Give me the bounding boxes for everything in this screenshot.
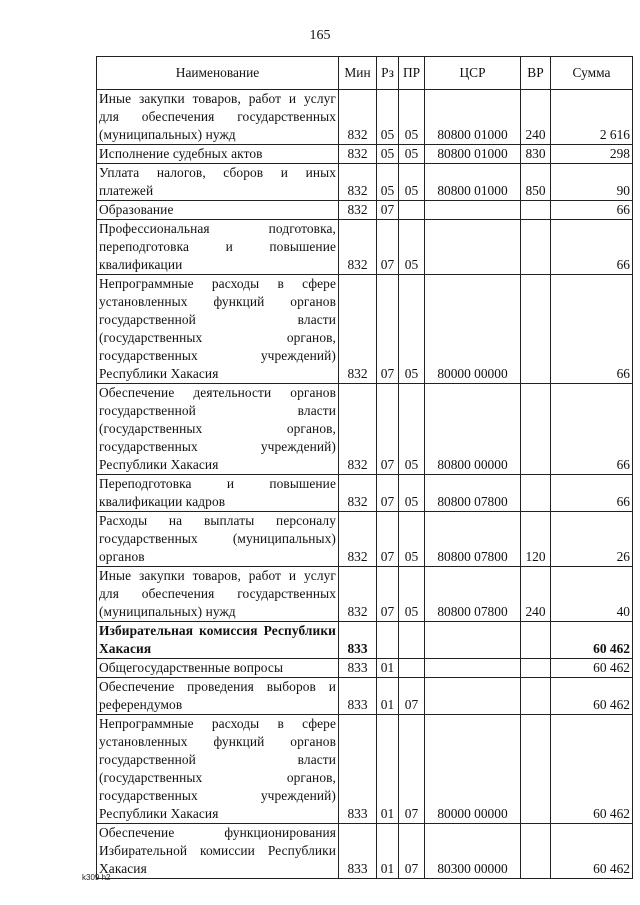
cell-min: 833	[339, 622, 377, 659]
cell-csr	[425, 659, 521, 678]
cell-sum: 66	[551, 475, 633, 512]
cell-vr: 240	[521, 90, 551, 145]
cell-pr: 05	[399, 275, 425, 384]
cell-rz: 07	[377, 512, 399, 567]
cell-vr	[521, 622, 551, 659]
cell-pr: 05	[399, 220, 425, 275]
cell-csr	[425, 678, 521, 715]
cell-sum: 66	[551, 201, 633, 220]
cell-vr	[521, 220, 551, 275]
cell-pr: 07	[399, 678, 425, 715]
cell-name: Иные закупки товаров, работ и услуг для обеспечения государственных (муниципальных) нужд	[97, 567, 339, 622]
cell-csr: 80800 01000	[425, 164, 521, 201]
cell-csr: 80800 07800	[425, 475, 521, 512]
table-row	[97, 220, 633, 275]
cell-csr: 80800 07800	[425, 512, 521, 567]
table-row	[97, 824, 633, 879]
cell-rz: 07	[377, 567, 399, 622]
header-vr: ВР	[521, 57, 551, 90]
header-sum: Сумма	[551, 57, 633, 90]
cell-sum: 26	[551, 512, 633, 567]
cell-rz: 01	[377, 715, 399, 824]
cell-name: Избирательная комиссия Республики Хакасия	[97, 622, 339, 659]
cell-sum: 66	[551, 220, 633, 275]
cell-csr: 80800 00000	[425, 384, 521, 475]
cell-rz: 07	[377, 275, 399, 384]
cell-vr: 120	[521, 512, 551, 567]
cell-csr: 80800 07800	[425, 567, 521, 622]
cell-csr: 80300 00000	[425, 824, 521, 879]
cell-pr	[399, 201, 425, 220]
cell-min: 832	[339, 475, 377, 512]
cell-pr: 05	[399, 90, 425, 145]
cell-csr	[425, 220, 521, 275]
cell-pr: 05	[399, 512, 425, 567]
header-pr: ПР	[399, 57, 425, 90]
budget-table	[96, 56, 633, 879]
cell-pr: 05	[399, 567, 425, 622]
cell-sum: 40	[551, 567, 633, 622]
cell-pr: 05	[399, 145, 425, 164]
cell-min: 832	[339, 384, 377, 475]
cell-pr: 05	[399, 164, 425, 201]
cell-name: Обеспечение функционирования Избирательной комиссии Республики Хакасия	[97, 824, 339, 879]
budget-body	[97, 90, 633, 879]
table-row	[97, 715, 633, 824]
cell-vr	[521, 275, 551, 384]
cell-vr: 240	[521, 567, 551, 622]
cell-name: Непрограммные расходы в сфере установленных функций органов государственной власти (государственных органов, государственных учреждений) Республики Хакасия	[97, 275, 339, 384]
cell-pr: 05	[399, 384, 425, 475]
cell-vr	[521, 659, 551, 678]
cell-csr	[425, 622, 521, 659]
cell-rz: 05	[377, 90, 399, 145]
table-row	[97, 145, 633, 164]
cell-vr: 850	[521, 164, 551, 201]
table-row	[97, 475, 633, 512]
cell-pr	[399, 622, 425, 659]
footer-code: k309 h2	[82, 873, 111, 882]
table-row	[97, 384, 633, 475]
cell-name: Обеспечение деятельности органов государственной власти (государственных органов, государственных учреждений) Республики Хакасия	[97, 384, 339, 475]
cell-min: 832	[339, 567, 377, 622]
cell-csr: 80800 01000	[425, 90, 521, 145]
cell-min: 833	[339, 659, 377, 678]
cell-rz: 07	[377, 220, 399, 275]
cell-sum: 60 462	[551, 659, 633, 678]
cell-sum: 60 462	[551, 824, 633, 879]
cell-vr: 830	[521, 145, 551, 164]
cell-sum: 60 462	[551, 678, 633, 715]
table-row	[97, 678, 633, 715]
table-row	[97, 90, 633, 145]
header-name: Наименование	[97, 57, 339, 90]
cell-sum: 66	[551, 275, 633, 384]
cell-sum: 60 462	[551, 622, 633, 659]
cell-vr	[521, 384, 551, 475]
header-csr: ЦСР	[425, 57, 521, 90]
cell-sum: 298	[551, 145, 633, 164]
cell-rz: 07	[377, 201, 399, 220]
cell-vr	[521, 678, 551, 715]
table-row	[97, 659, 633, 678]
table-row	[97, 201, 633, 220]
cell-csr: 80800 01000	[425, 145, 521, 164]
cell-pr: 05	[399, 475, 425, 512]
cell-min: 833	[339, 715, 377, 824]
header-rz: Рз	[377, 57, 399, 90]
cell-name: Иные закупки товаров, работ и услуг для обеспечения государственных (муниципальных) нужд	[97, 90, 339, 145]
table-row	[97, 275, 633, 384]
cell-rz: 01	[377, 678, 399, 715]
cell-pr: 07	[399, 824, 425, 879]
cell-rz	[377, 622, 399, 659]
page-number: 165	[309, 28, 331, 43]
table-row	[97, 512, 633, 567]
cell-name: Общегосударственные вопросы	[97, 659, 339, 678]
table-row	[97, 567, 633, 622]
cell-min: 832	[339, 201, 377, 220]
cell-sum: 60 462	[551, 715, 633, 824]
cell-rz: 07	[377, 384, 399, 475]
cell-sum: 2 616	[551, 90, 633, 145]
cell-min: 832	[339, 90, 377, 145]
cell-vr	[521, 201, 551, 220]
cell-rz: 01	[377, 659, 399, 678]
cell-vr	[521, 715, 551, 824]
cell-name: Образование	[97, 201, 339, 220]
cell-csr: 80000 00000	[425, 275, 521, 384]
cell-name: Уплата налогов, сборов и иных платежей	[97, 164, 339, 201]
table-row	[97, 622, 633, 659]
header-row	[97, 57, 633, 90]
cell-min: 832	[339, 220, 377, 275]
cell-min: 833	[339, 678, 377, 715]
cell-name: Обеспечение проведения выборов и референдумов	[97, 678, 339, 715]
cell-rz: 01	[377, 824, 399, 879]
cell-min: 833	[339, 824, 377, 879]
cell-csr	[425, 201, 521, 220]
cell-min: 832	[339, 164, 377, 201]
table-row	[97, 164, 633, 201]
cell-name: Исполнение судебных актов	[97, 145, 339, 164]
cell-min: 832	[339, 275, 377, 384]
cell-csr: 80000 00000	[425, 715, 521, 824]
cell-sum: 66	[551, 384, 633, 475]
header-min: Мин	[339, 57, 377, 90]
cell-pr: 07	[399, 715, 425, 824]
cell-name: Непрограммные расходы в сфере установленных функций органов государственной власти (государственных органов, государственных учреждений) Республики Хакасия	[97, 715, 339, 824]
cell-rz: 05	[377, 164, 399, 201]
cell-vr	[521, 824, 551, 879]
cell-name: Переподготовка и повышение квалификации кадров	[97, 475, 339, 512]
cell-pr	[399, 659, 425, 678]
cell-min: 832	[339, 145, 377, 164]
cell-name: Расходы на выплаты персоналу государственных (муниципальных) органов	[97, 512, 339, 567]
cell-sum: 90	[551, 164, 633, 201]
cell-min: 832	[339, 512, 377, 567]
cell-rz: 07	[377, 475, 399, 512]
cell-vr	[521, 475, 551, 512]
cell-name: Профессиональная подготовка, переподготовка и повышение квалификации	[97, 220, 339, 275]
cell-rz: 05	[377, 145, 399, 164]
